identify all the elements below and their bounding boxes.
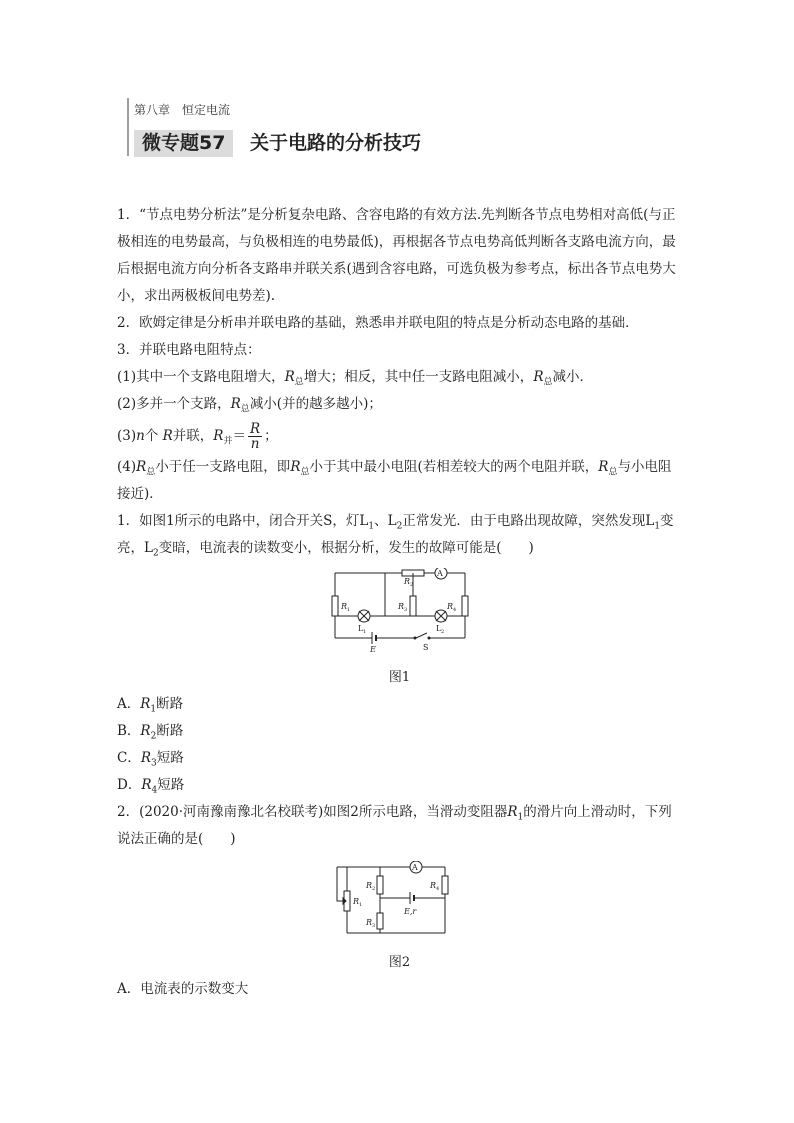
r2-label-2: R	[366, 881, 373, 890]
r1-label: R	[340, 602, 347, 611]
tip-3-item-3: (3)n个 R并联，$R_并=$ $\frac{R}{n}$ ；	[117, 421, 278, 452]
r1-label-2: R	[353, 897, 360, 906]
r3-label-2: R	[366, 918, 373, 927]
figure-2	[117, 861, 682, 947]
page-title: 关于电路的分析技巧	[250, 132, 422, 154]
q1-option-b: B．$R_2$断路	[117, 723, 184, 742]
tip-3-item-4: $(4)R_总$小于任一支路电阻，即$R_总$小于其中最小电阻(若相差较大的两个电阻并联，$R_总$与小电阻接近)．	[117, 459, 672, 502]
r4-label: R	[446, 602, 453, 611]
r4-label-2: R	[430, 881, 437, 890]
question-1-stem: 1．如图1所示的电路中，闭合开关S，灯$L_1$、$L_2$正常发光．由于电路出现故障，突然发现$L_1$变亮，$L_2$变暗，电流表的读数变小，根据分析，发生的故障可能是( )	[117, 513, 674, 559]
r2-label: R	[403, 577, 410, 586]
svg-text:4: 4	[436, 886, 440, 892]
question-2-stem: 2．(2020·河南豫南豫北名校联考)如图2所示电路，当滑动变阻器$R_1$的滑片向上滑动时，下列说法正确的是( )	[117, 804, 672, 847]
circuit-diagram-1	[330, 568, 470, 652]
ammeter-label-2: A	[412, 863, 418, 872]
svg-text:4: 4	[452, 607, 456, 613]
svg-text:2: 2	[440, 629, 444, 635]
l2-label: L	[435, 624, 441, 633]
battery-label: E	[369, 645, 376, 652]
header-accent-bar	[127, 98, 129, 156]
l1-label: L	[357, 624, 363, 633]
q1-option-d: D．$R_4$短路	[117, 777, 185, 796]
svg-text:1: 1	[359, 902, 363, 908]
circuit-diagram-2	[332, 861, 467, 937]
ammeter-label: A	[436, 569, 443, 578]
switch-label: S	[422, 643, 428, 652]
tip-1: 1．“节点电势分析法”是分析复杂电路、含容电路的有效方法.先判断各节点电势相对高低(与正极相连的电势最高，与负极相连的电势最低)，再根据各节点电势高低判断各支路电流方向，最后根据电流方向分析各支路串并联关系(遇到含容电路，可选负极为参考点，标出各节点电势大小，求出两极板间电势差).	[117, 207, 676, 304]
q2-option-a: A．电流表的示数变大	[117, 981, 249, 997]
tip-3-item-2: (2)多并一个支路，$R_总$减小(并的越多越小)；	[117, 396, 382, 415]
chapter-label: 第八章 恒定电流	[134, 103, 231, 117]
svg-text:3: 3	[403, 607, 407, 613]
figure-2-caption: 图2	[388, 955, 411, 970]
svg-text:1: 1	[362, 629, 366, 635]
q1-option-c: C．$R_3$短路	[117, 750, 184, 769]
r3-label: R	[397, 602, 404, 611]
svg-text:1: 1	[346, 607, 350, 613]
source-label: E,r	[404, 907, 417, 916]
svg-text:2: 2	[372, 886, 376, 892]
svg-text:3: 3	[372, 923, 376, 929]
q1-option-a: A．$R_1$断路	[117, 696, 184, 715]
main-content	[117, 202, 682, 1003]
fraction-r-over-n: $\frac{R}{n}$	[249, 421, 261, 452]
topic-badge: 微专题57	[134, 130, 233, 157]
tip-3-item-1: (1)其中一个支路电阻增大，$R_总$增大；相反，其中任一支路电阻减小，$R_总$减小．	[117, 369, 593, 388]
tip-2: 2．欧姆定律是分析串并联电路的基础，熟悉串并联电阻的特点是分析动态电路的基础．	[117, 315, 639, 331]
figure-1-caption: 图1	[388, 670, 411, 685]
figure-1	[117, 568, 682, 662]
svg-text:2: 2	[409, 582, 413, 588]
tip-3: 3．并联电路电阻特点：	[117, 342, 261, 358]
